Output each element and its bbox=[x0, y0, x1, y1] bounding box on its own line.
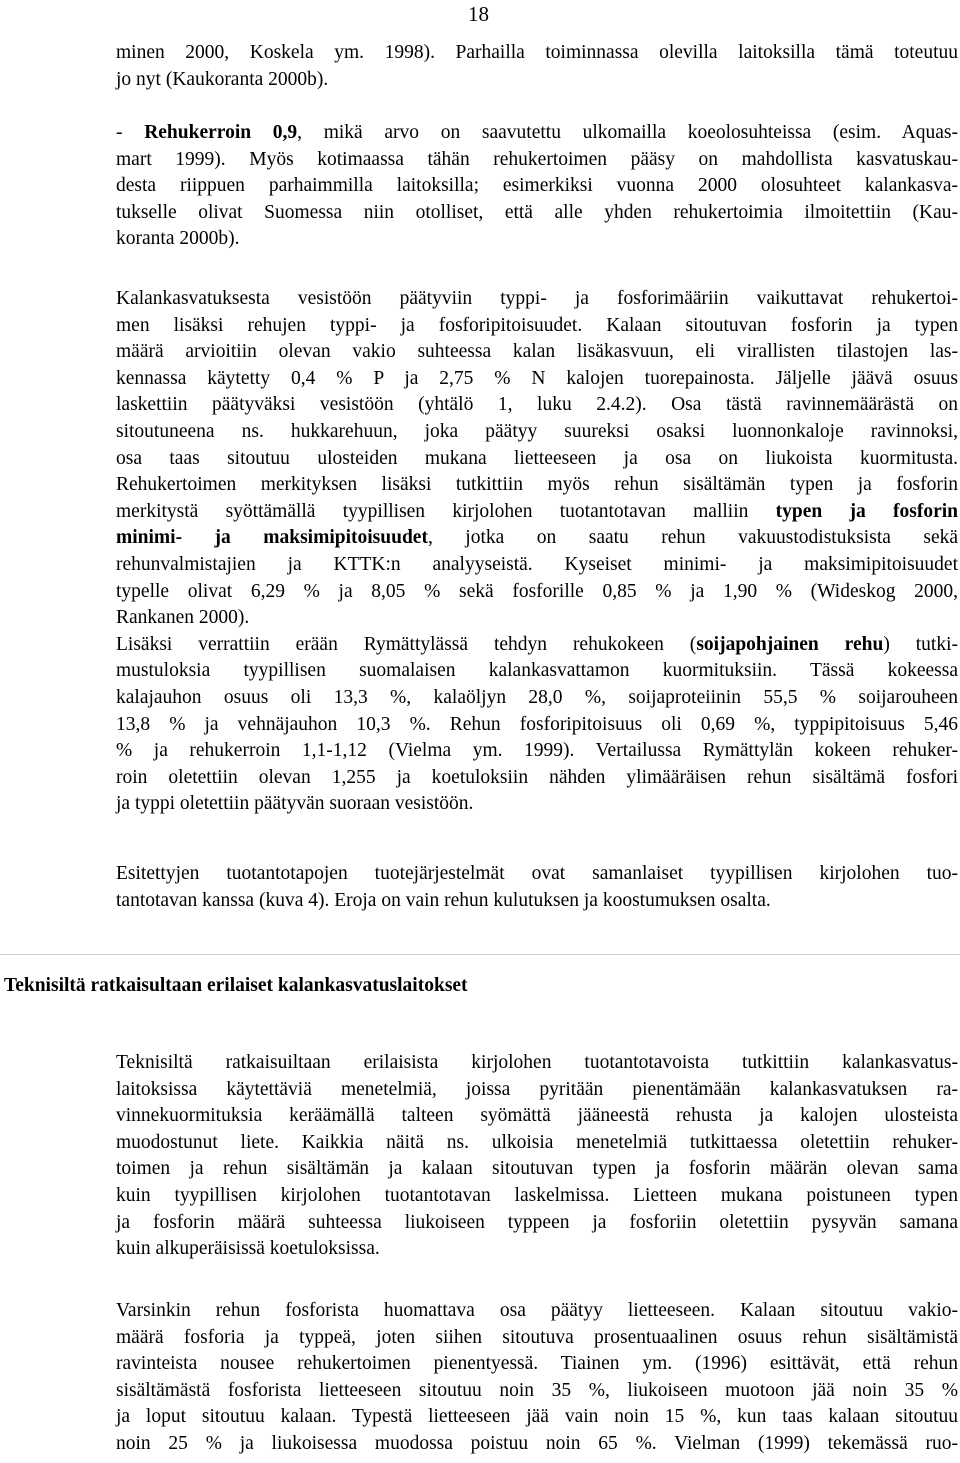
text-line: kalajauhon osuus oli 13,3 %, kalaöljyn 28,0 %, soijaproteiinin 55,5 % soijarouheen bbox=[116, 686, 958, 708]
text-line: - Rehukerroin 0,9, mikä arvo on saavutettu ulkomailla koeolosuhteissa (esim. Aquas- bbox=[116, 122, 959, 143]
text-line: noin 25 % ja liukoisessa muodossa poistuu noin 65 %. Vielman (1999) tekemässä ruo- bbox=[116, 1432, 958, 1454]
text-line: mustuloksia tyypillisen suomalaisen kalankasvattamon kuormituksiin. Tässä kokeessa bbox=[116, 660, 958, 682]
paragraph-production-systems bbox=[116, 861, 958, 914]
text-line: minimi- ja maksimipitoisuudet, jotka on saatu rehun vakuustodistuksista sekä bbox=[116, 527, 959, 549]
bullet-dash: - bbox=[116, 122, 145, 143]
text-line: tukselle olivat Suomessa niin otolliset, että alle yhden rehukertoimia ilmoitettiin (Kau- bbox=[116, 201, 958, 223]
text-line: toimen ja rehun sisältämän ja kalaan sitoutuvan typen ja fosforin määrän olevan sama bbox=[116, 1158, 958, 1180]
text-line: men lisäksi rehujen typpi- ja fosforipitoisuudet. Kalaan sitoutuvan fosforin ja typen bbox=[116, 314, 958, 336]
bold-term: Rehukerroin 0,9 bbox=[144, 122, 298, 143]
text-line: Kalankasvatuksesta vesistöön päätyviin typpi- ja fosforimääriin vaikuttavat rehukertoi- bbox=[116, 288, 958, 309]
text-line: määrä arvioitiin olevan vakio suhteessa kalan lisäkasvuun, eli virallisten tilastojen las- bbox=[116, 341, 958, 363]
text-line: Teknisiltä ratkaisuiltaan erilaisista kirjolohen tuotantotavoista tutkittiin kalankasvatus- bbox=[116, 1052, 958, 1073]
text-line: vinnekuormituksia keräämällä talteen syömättä jääneestä rehusta ja kalojen ulosteista bbox=[116, 1105, 958, 1127]
text-line: sisältämästä fosforista lietteeseen sitoutuu noin 35 %, liukoiseen muotoon jää noin 35 % bbox=[116, 1379, 958, 1401]
bold-term: minimi- ja maksimipitoisuudet bbox=[116, 527, 428, 549]
text-line: ja loput sitoutuu kalaan. Typestä lietteeseen jää vain noin 15 %, kun taas kalaan sitoutuu bbox=[116, 1406, 958, 1428]
paragraph-phosphorus-sludge bbox=[116, 1298, 958, 1458]
text-line: desta riippuen parhaimmilla laitoksilla; esimerkiksi vuonna 2000 olosuhteet kalankasva- bbox=[116, 175, 958, 197]
text-line: sitoutuneena ns. hukkarehuun, joka päätyy suureksi osaksi luonnonkaloje ravinnoksi, bbox=[116, 420, 958, 442]
paragraph-technical-methods bbox=[116, 1050, 958, 1263]
section-divider bbox=[0, 954, 960, 955]
text-line: ja fosforin määrä suhteessa liukoiseen typpeen ja fosforiin oletettiin pysyvän samana bbox=[116, 1211, 958, 1233]
paragraph-feed-coefficient bbox=[116, 120, 958, 253]
text-line: osa taas sitoutuu ulosteiden mukana lietteeseen ja osa on liukoista kuormitusta. bbox=[116, 447, 958, 469]
text-line: rehunvalmistajien ja KTTK:n analyyseistä. Kyseiset minimi- ja maksimipitoisuudet bbox=[116, 553, 958, 575]
text-line: merkitystä syöttämällä tyypillisen kirjolohen tuotantotavan malliin typen ja fosforin bbox=[116, 500, 958, 522]
text-line: muodostunut liete. Kaikkia näitä ns. ulkoisia menetelmiä tutkittaessa oletettiin rehuker- bbox=[116, 1131, 958, 1153]
text-line: typelle olivat 6,29 % ja 8,05 % sekä fosforille 0,85 % ja 1,90 % (Wideskog 2000, bbox=[116, 580, 958, 602]
text-line: jo nyt (Kaukoranta 2000b). bbox=[116, 68, 329, 90]
section-heading: Teknisiltä ratkaisultaan erilaiset kalankasvatuslaitokset bbox=[4, 975, 468, 996]
page-number: 18 bbox=[468, 2, 489, 26]
paragraph-intro bbox=[116, 40, 958, 93]
text-line: Varsinkin rehun fosforista huomattava osa päätyy lietteeseen. Kalaan sitoutuu vakio- bbox=[116, 1300, 958, 1321]
text-line: määrä fosforia ja typpeä, joten siihen sitoutuva prosentuaalinen osuus rehun sisältämistä bbox=[116, 1326, 958, 1348]
text-line: % ja rehukerroin 1,1-1,12 (Vielma ym. 1999). Vertailussa Rymättylän kokeen rehuker- bbox=[116, 740, 958, 762]
text-line: Rehukertoimen merkityksen lisäksi tutkittiin myös rehun sisältämän typen ja fosforin bbox=[116, 474, 958, 496]
text-line: Rankanen 2000). bbox=[116, 607, 250, 629]
text-line: minen 2000, Koskela ym. 1998). Parhailla toiminnassa olevilla laitoksilla tämä toteutuu bbox=[116, 42, 958, 63]
bold-term: typen ja fosforin bbox=[775, 500, 958, 522]
text-line: koranta 2000b). bbox=[116, 228, 240, 250]
text-line: kuin tyypillisen kirjolohen tuotantotavan laskelmissa. Lietteen mukana poistuneen typen bbox=[116, 1184, 958, 1206]
paragraph-nutrient-loads bbox=[116, 286, 958, 818]
text-line: ja typpi oletettiin päätyvän suoraan vesistöön. bbox=[116, 793, 474, 815]
text-line: roin oletettiin olevan 1,255 ja koetuloksiin nähden ylimääräisen rehun sisältämä fosfori bbox=[116, 766, 958, 788]
text-line: laskettiin päätyväksi vesistöön (yhtälö 1, luku 2.4.2). Osa tästä ravinnemäärästä on bbox=[116, 394, 958, 416]
text-line: kuin alkuperäisissä koetuloksissa. bbox=[116, 1238, 380, 1260]
text-line: 13,8 % ja vehnäjauhon 10,3 %. Rehun fosforipitoisuus oli 0,69 %, typpipitoisuus 5,46 bbox=[116, 713, 958, 735]
text-line: Lisäksi verrattiin erään Rymättylässä tehdyn rehukokeen (soijapohjainen rehu) tutki- bbox=[116, 633, 958, 655]
text-line: kennassa käytetty 0,4 % P ja 2,75 % N kalojen tuorepainosta. Jäljelle jäävä osuus bbox=[116, 367, 958, 389]
bold-term: soijapohjainen rehu bbox=[696, 633, 884, 655]
text-line: mart 1999). Myös kotimaassa tähän rehukertoimen pääsy on mahdollista kasvatuskau- bbox=[116, 148, 958, 170]
text-line: tantotavan kanssa (kuva 4). Eroja on vain rehun kulutuksen ja koostumuksen osalta. bbox=[116, 889, 771, 911]
text-line: laitoksissa käytettäviä menetelmiä, joissa pyritään pienentämään kalankasvatuksen ra- bbox=[116, 1078, 958, 1100]
text-line: Esitettyjen tuotantotapojen tuotejärjestelmät ovat samanlaiset tyypillisen kirjolohen tuo- bbox=[116, 863, 958, 884]
text-line: ravinteista nousee rehukertoimen pienentyessä. Tiainen ym. (1996) esittävät, että rehun bbox=[116, 1353, 958, 1375]
